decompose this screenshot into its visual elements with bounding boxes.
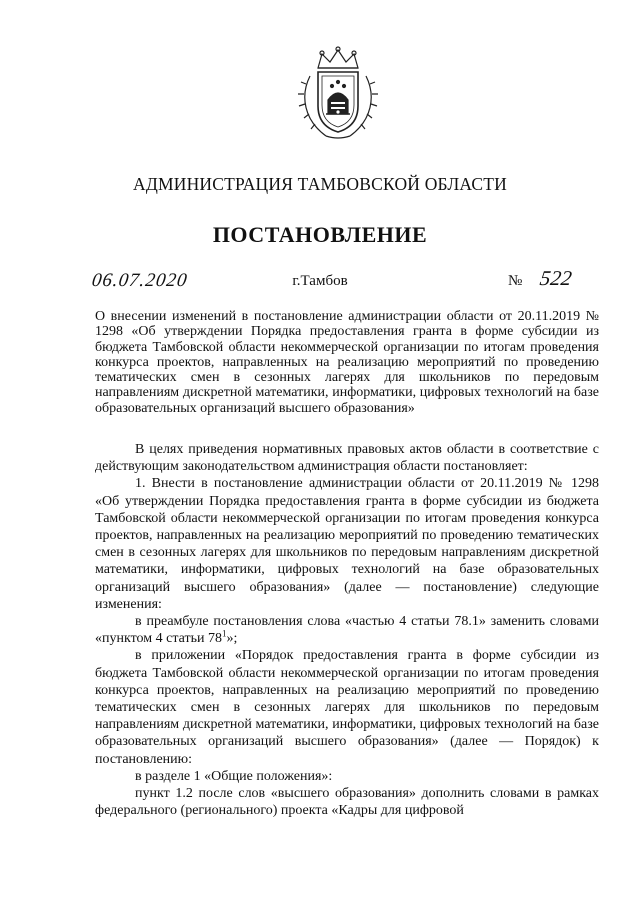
body-paragraph-preamble: В целях приведения нормативных правовых актов области в соответствие с действующим законодательством администрация области постановляет: bbox=[95, 442, 599, 475]
body-paragraph-item-1: 1. Внести в постановление администрации области от 20.11.2019 № 1298 «Об утверждении Порядка предоставления гранта в форме субсидии из бюджета Тамбовской области некоммерческой организации по итогам проведения конкурса проектов, направленных на реализацию мероприятий по проведению тематических смен в сезонных лагерях для школьников по передовым направлениям дискретной математики, информатики, цифровых технологий на базе образовательных организаций высшего образования» (далее — постановление) следующие изменения: bbox=[95, 476, 599, 612]
change-text: в преамбуле постановления слова «частью 4 статьи 78.1» заменить словами «пунктом 4 статьи 78 bbox=[95, 614, 599, 647]
body-paragraph-item-1-2: пункт 1.2 после слов «высшего образования» дополнить словами в рамках федерального (регионального) проекта «Кадры для цифровой bbox=[95, 786, 599, 819]
handwritten-date: 06.07.2020 bbox=[90, 270, 190, 291]
authority-title: АДМИНИСТРАЦИЯ ТАМБОВСКОЙ ОБЛАСТИ bbox=[133, 174, 507, 194]
handwritten-number: 522 bbox=[538, 266, 574, 290]
tambov-coat-of-arms-icon bbox=[296, 46, 380, 142]
document-type-heading: ПОСТАНОВЛЕНИЕ bbox=[212, 222, 428, 247]
city-label: г.Тамбов bbox=[292, 273, 348, 289]
number-label: № bbox=[508, 273, 523, 289]
body-paragraph-preamble-change bbox=[95, 613, 599, 647]
body-paragraph-section-1: в разделе 1 «Общие положения»: bbox=[135, 768, 333, 784]
superscript: 1 bbox=[221, 628, 227, 639]
change-text-end: »; bbox=[226, 631, 238, 647]
document-body bbox=[95, 441, 599, 819]
body-paragraph-appendix: в приложении «Порядок предоставления гранта в форме субсидии из бюджета Тамбовской области некоммерческой организации по итогам проведения конкурса проектов, направленных на реализацию мероприятий по проведению тематических смен в сезонных лагерях для школьников по передовым направлениям дискретной математики, информатики, цифровых технологий на базе образовательных организаций высшего образования» (далее — Порядок) к постановлению: bbox=[95, 648, 599, 767]
document-subject: О внесении изменений в постановление администрации области от 20.11.2019 № 1298 «Об утверждении Порядка предоставления гранта в форме субсидии из бюджета Тамбовской области некоммерческой организации по итогам проведения конкурса проектов, направленных на реализацию мероприятий по проведению тематических смен в сезонных лагерях для школьников по передовым направлениям дискретной математики, информатики, цифровых технологий на базе образовательных организаций высшего образования» bbox=[95, 309, 599, 416]
